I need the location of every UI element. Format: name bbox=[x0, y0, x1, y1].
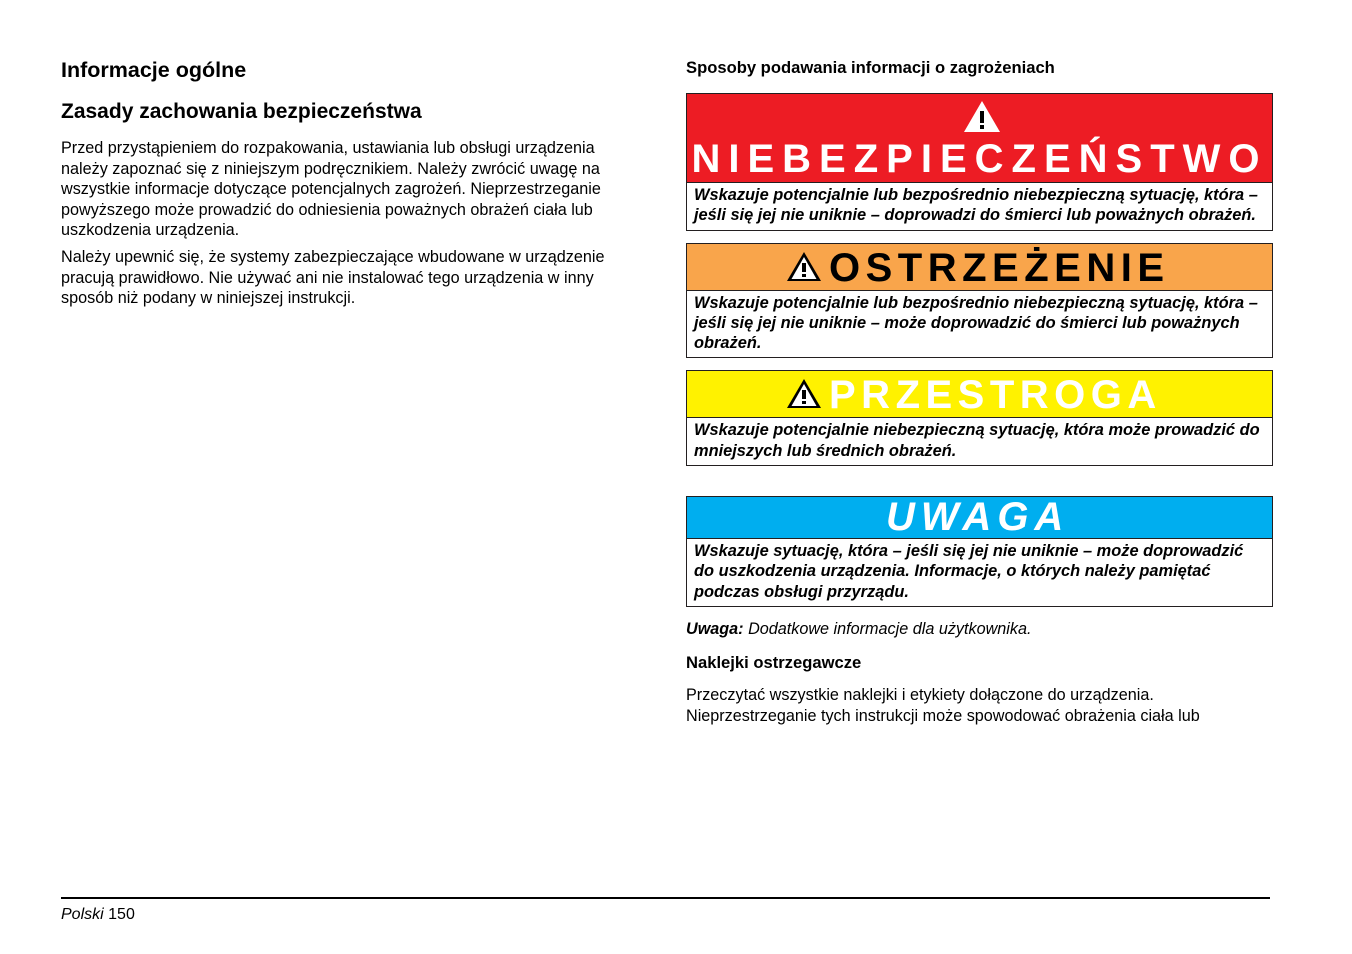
warning-message: Wskazuje potencjalnie lub bezpośrednio niebezpieczną sytuację, która – jeśli się jej nie uniknie – może doprowadzić do śmierci lub poważnych obrażeń. bbox=[694, 293, 1258, 353]
hazard-info-title: Sposoby podawania informacji o zagrożeniach bbox=[686, 58, 1055, 77]
danger-signal-word: NIEBEZPIECZEŃSTWO bbox=[691, 137, 1268, 181]
footer-divider bbox=[61, 897, 1270, 899]
danger-box bbox=[686, 93, 1273, 231]
note-line bbox=[686, 619, 1273, 639]
warning-signal-word: OSTRZEŻENIE bbox=[829, 245, 1170, 290]
right-column bbox=[686, 58, 1273, 732]
labels-paragraph: Przeczytać wszystkie naklejki i etykiety dołączone do urządzenia. Nieprzestrzeganie tych instrukcji może spowodować obrażenia ciała lub bbox=[686, 685, 1200, 725]
warning-header bbox=[687, 244, 1272, 291]
left-column bbox=[61, 56, 621, 315]
note-text: Dodatkowe informacje dla użytkownika. bbox=[748, 619, 1032, 638]
page-footer bbox=[61, 905, 135, 925]
notice-box bbox=[686, 496, 1273, 607]
note-label: Uwaga: bbox=[686, 619, 744, 638]
notice-header bbox=[687, 497, 1272, 539]
paragraph: Przed przystąpieniem do rozpakowania, ustawiania lub obsługi urządzenia należy zapoznać się z niniejszym podręcznikiem. Należy zwrócić uwagę na wszystkie informacje dotyczące potencjalnych zagrożeń. Nieprzestrzeganie powyższego może prowadzić do odniesienia poważnych obrażeń ciała lub uszkodzenia urządzenia. bbox=[61, 139, 601, 240]
paragraph: Należy upewnić się, że systemy zabezpieczające wbudowane w urządzenie pracują prawidłowo. Nie używać ani nie instalować tego urządzenia w inny sposób niż podany w niniejszej instrukcji. bbox=[61, 247, 605, 308]
warning-triangle-icon bbox=[786, 378, 822, 414]
section-title: Informacje ogólne bbox=[61, 58, 247, 82]
page-number: 150 bbox=[108, 906, 135, 923]
caution-signal-word: PRZESTROGA bbox=[829, 373, 1162, 418]
danger-message: Wskazuje potencjalnie lub bezpośrednio niebezpieczną sytuację, która – jeśli się jej nie uniknie – doprowadzi do śmierci lub poważnych obrażeń. bbox=[694, 186, 1258, 225]
caution-header bbox=[687, 371, 1272, 418]
warning-box bbox=[686, 243, 1273, 359]
notice-signal-word: UWAGA bbox=[886, 495, 1070, 540]
notice-message: Wskazuje sytuację, która – jeśli się jej nie uniknie – może doprowadzić do uszkodzenia urządzenia. Informacje, o których należy pamiętać podczas obsługi przyrządu. bbox=[694, 542, 1244, 601]
labels-title: Naklejki ostrzegawcze bbox=[686, 652, 862, 672]
warning-triangle-icon bbox=[786, 251, 822, 287]
danger-header bbox=[687, 94, 1272, 183]
footer-language: Polski bbox=[61, 906, 104, 923]
subsection-title: Zasady zachowania bezpieczeństwa bbox=[61, 100, 422, 123]
caution-box bbox=[686, 370, 1273, 466]
warning-triangle-icon bbox=[963, 100, 1001, 138]
caution-message: Wskazuje potencjalnie niebezpieczną sytuację, która może prowadzić do mniejszych lub średnich obrażeń. bbox=[694, 421, 1260, 460]
